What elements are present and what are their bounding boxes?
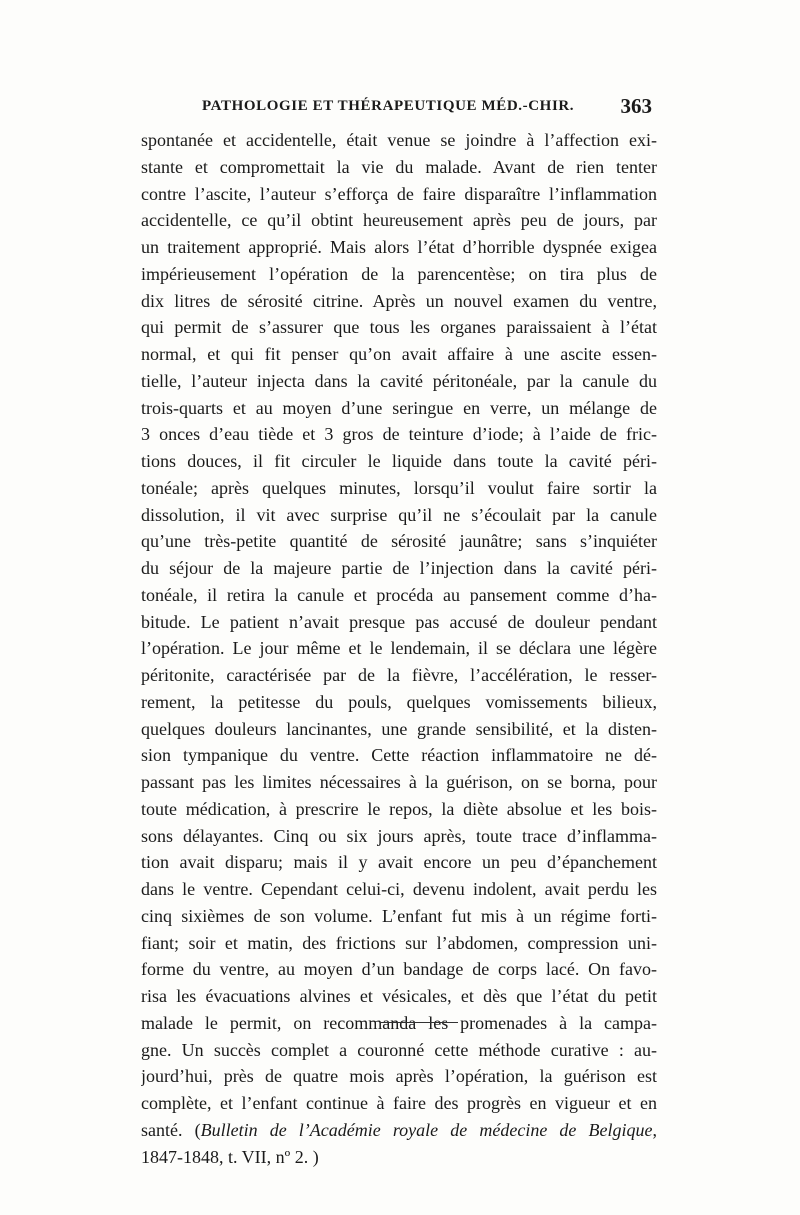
text-line: du séjour de la majeure partie de l’injection dans la cavité péri- xyxy=(141,558,657,578)
text-line: gne. Un succès complet a couronné cette méthode curative : au- xyxy=(141,1039,657,1060)
citation-line xyxy=(141,1117,657,1144)
text-line: dissolution, il vit avec surprise qu’il ne s’écoulait par la canule xyxy=(141,504,657,525)
text-line: jourd’hui, près de quatre mois après l’opération, la guérison est xyxy=(141,1066,657,1087)
text-line: risa les évacuations alvines et vésicales, et dès que l’état du petit xyxy=(141,986,657,1006)
text-line: impérieusement l’opération de la parencentèse; on tira plus de xyxy=(141,263,657,284)
citation-comma: , xyxy=(652,1119,657,1140)
text-line: qui permit de s’assurer que tous les organes paraissaient à l’état xyxy=(141,317,657,338)
text-line: spontanée et accidentelle, était venue se joindre à l’affection exi- xyxy=(141,130,657,150)
text-line: péritonite, caractérisée par de la fièvre, l’accélération, le resser- xyxy=(141,665,657,685)
text-line: stante et compromettait la vie du malade. Avant de rien tenter xyxy=(141,156,657,177)
citation-volume-line: 1847-1848, t. VII, nº 2. ) xyxy=(141,1146,319,1167)
text-line: passant pas les limites nécessaires à la guérison, on se borna, pour xyxy=(141,772,657,792)
citation-prefix: santé. ( xyxy=(141,1119,201,1140)
text-line: dans le ventre. Cependant celui-ci, devenu indolent, avait perdu les xyxy=(141,879,657,899)
section-rule xyxy=(380,1022,458,1023)
text-line: sons délayantes. Cinq ou six jours après, toute trace d’inflamma- xyxy=(141,825,657,846)
text-line: rement, la petitesse du pouls, quelques vomissements bilieux, xyxy=(141,691,657,712)
body-text xyxy=(141,127,657,1170)
text-line: toute médication, à prescrire le repos, la diète absolue et les bois- xyxy=(141,798,657,819)
text-line: 3 onces d’eau tiède et 3 gros de teinture d’iode; à l’aide de fric- xyxy=(141,424,657,445)
text-line: tonéale; après quelques minutes, lorsqu’il voulut faire sortir la xyxy=(141,477,657,498)
text-line: tions douces, il fit circuler le liquide dans toute la cavité péri- xyxy=(141,451,657,471)
text-line: qu’une très-petite quantité de sérosité jaunâtre; sans s’inquiéter xyxy=(141,531,657,552)
text-line: fiant; soir et matin, des frictions sur l’abdomen, compression uni- xyxy=(141,932,657,953)
text-line: un traitement approprié. Mais alors l’état d’horrible dyspnée exigea xyxy=(141,237,657,257)
text-line: quelques douleurs lancinantes, une grande sensibilité, et la disten- xyxy=(141,718,657,739)
text-line: tielle, l’auteur injecta dans la cavité péritonéale, par la canule du xyxy=(141,370,657,391)
text-line: trois-quarts et au moyen d’une seringue en verre, un mélange de xyxy=(141,397,657,418)
page-number: 363 xyxy=(620,94,652,118)
text-line: tonéale, il retira la canule et procéda au pansement comme d’ha- xyxy=(141,584,657,605)
text-line: dix litres de sérosité citrine. Après un nouvel examen du ventre, xyxy=(141,290,657,311)
text-line: accidentelle, ce qu’il obtint heureusement après peu de jours, par xyxy=(141,210,657,231)
text-line: sion tympanique du ventre. Cette réaction inflammatoire ne dé- xyxy=(141,745,657,766)
text-line: tion avait disparu; mais il y avait encore un peu d’épanchement xyxy=(141,852,657,873)
text-line: forme du ventre, au moyen d’un bandage de corps lacé. On favo- xyxy=(141,959,657,980)
text-line: contre l’ascite, l’auteur s’efforça de faire disparaître l’inflammation xyxy=(141,183,657,204)
running-head xyxy=(140,94,660,122)
citation-journal: Bulletin de l’Académie royale de médecine de Belgique xyxy=(200,1119,653,1140)
text-line: bitude. Le patient n’avait presque pas accusé de douleur pendant xyxy=(141,611,657,632)
text-line: cinq sixièmes de son volume. L’enfant fut mis à un régime forti- xyxy=(141,905,657,926)
text-line: normal, et qui fit penser qu’on avait affaire à une ascite essen- xyxy=(141,344,657,364)
text-line: complète, et l’enfant continue à faire des progrès en vigueur et en xyxy=(141,1093,657,1113)
text-line: l’opération. Le jour même et le lendemain, il se déclara une légère xyxy=(141,638,657,659)
running-title: PATHOLOGIE ET THÉRAPEUTIQUE MÉD.-CHIR. xyxy=(202,98,575,114)
text-line: malade le permit, on recommanda les promenades à la campa- xyxy=(141,1012,657,1033)
